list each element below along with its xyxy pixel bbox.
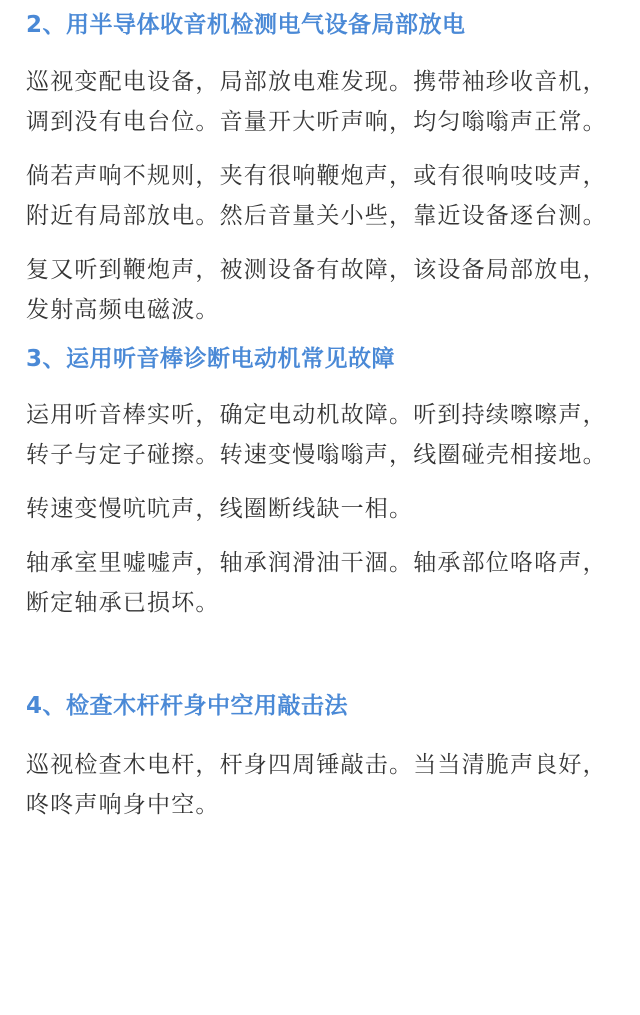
paragraph: 轴承室里嘘嘘声，轴承润滑油干涸。轴承部位咯咯声，断定轴承已损坏。 (26, 550, 607, 616)
paragraph: 转速变慢吭吭声，线圈断线缺一相。 (26, 496, 414, 522)
paragraph: 巡视检查木电杆，杆身四周锤敲击。当当清脆声良好，咚咚声响身中空。 (26, 752, 607, 818)
section-heading-motor-diagnosis: 3、运用听音棒诊断电动机常见故障 (26, 346, 396, 372)
paragraph: 运用听音棒实听，确定电动机故障。听到持续嚓嚓声，转子与定子碰擦。转速变慢嗡嗡声，线圈碰壳相接地。 (26, 402, 607, 468)
paragraph: 巡视变配电设备，局部放电难发现。携带袖珍收音机，调到没有电台位。音量开大听声响，均匀嗡嗡声正常。 (26, 69, 607, 135)
paragraph: 倘若声响不规则，夹有很响鞭炮声，或有很响吱吱声，附近有局部放电。然后音量关小些，靠近设备逐台测。 (26, 163, 607, 229)
paragraph: 复又听到鞭炮声，被测设备有故障，该设备局部放电，发射高频电磁波。 (26, 257, 607, 323)
section-heading-wood-pole-check: 4、检查木杆杆身中空用敲击法 (26, 693, 349, 719)
section-heading-partial-discharge: 2、用半导体收音机检测电气设备局部放电 (26, 12, 466, 38)
